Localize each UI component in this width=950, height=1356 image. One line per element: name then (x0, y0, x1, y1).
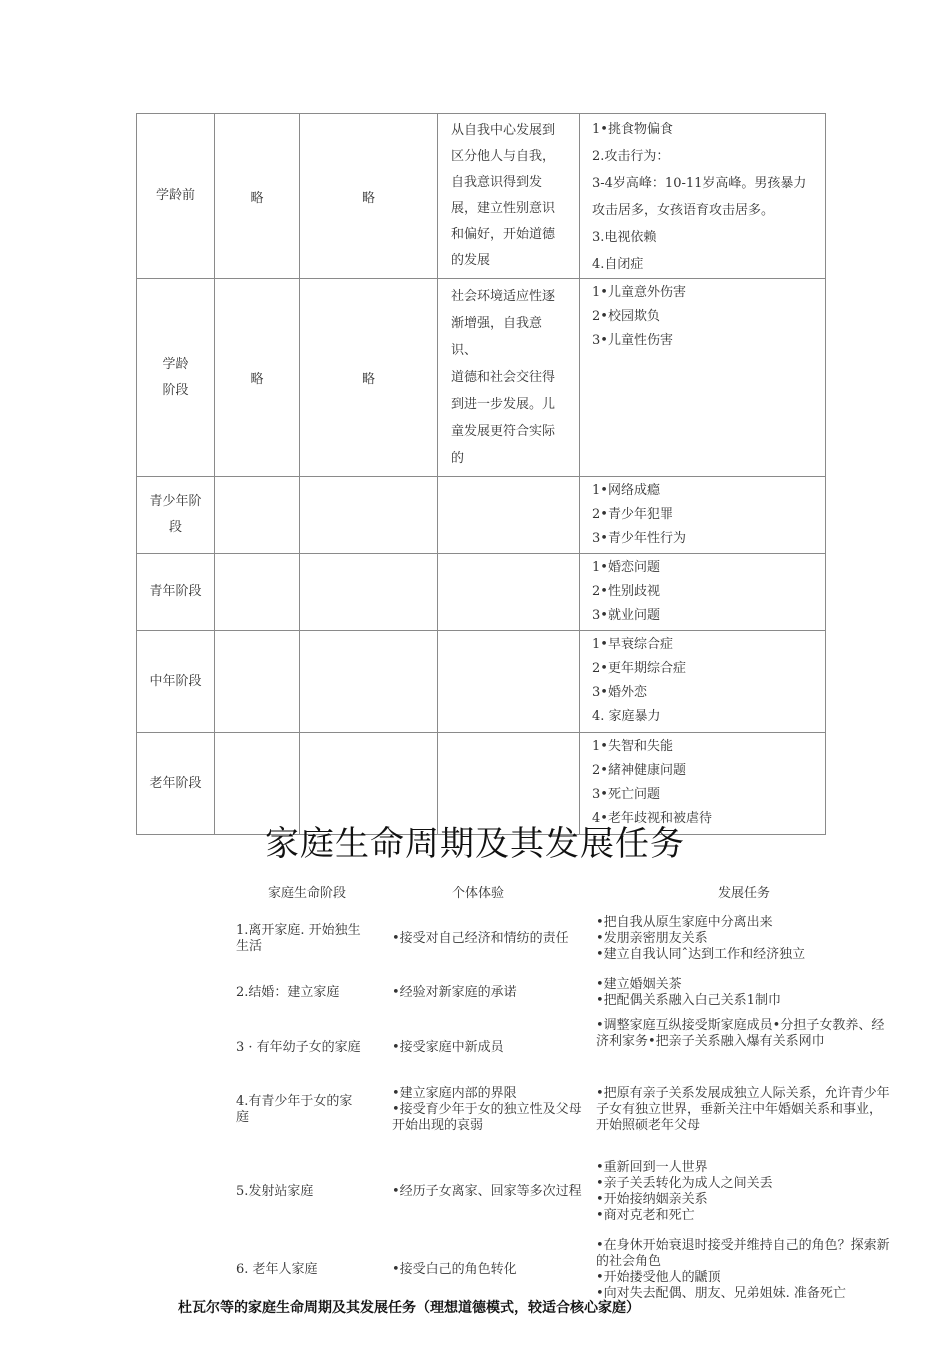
problems-cell (580, 114, 826, 279)
cell-omitted: 略 (215, 114, 300, 279)
task-line: •开始搂受他人的鼶顶 (596, 1270, 721, 1285)
task-line: •重新回到一人世界 (596, 1160, 708, 1175)
task-line: •调整家庭互纵接受斯家庭成员•分担子女教养、经济利家务•把亲子关系融入爆有关系网巾 (596, 1018, 885, 1049)
empty-cell (438, 554, 580, 631)
table-row (232, 1068, 896, 1152)
experience-line: •接受白己的角色转化 (392, 1262, 517, 1277)
stage-cell: 5.发射站家庭 (236, 1184, 314, 1199)
problems-cell (580, 554, 826, 631)
table-row (137, 631, 826, 733)
task-line: •把原有亲子关系发展成独立人际关系，允许青少年子女有独立世界，垂新关注中年婚姻关系和事业，开始照硕老年父母 (596, 1086, 890, 1133)
empty-cell (300, 631, 438, 733)
stage-line: 青少年阶 (149, 494, 202, 509)
problem-item: 1•挑食物偏食 (592, 122, 673, 137)
table-row (137, 477, 826, 554)
empty-cell (300, 477, 438, 554)
task-line: •亲子关丢转化为成人之间关丢 (596, 1176, 773, 1191)
problem-item: 4•老年歧视和被虐待 (592, 811, 712, 826)
stage-cell: 6. 老年人家庭 (236, 1262, 318, 1277)
page-title: 家庭生命周期及其发展任务 (265, 824, 685, 864)
cell-omitted: 略 (300, 114, 438, 279)
problem-item: 3•婚外恋 (592, 685, 647, 700)
stage-line: 阶段 (162, 382, 189, 398)
cell-omitted: 略 (300, 279, 438, 477)
table-caption: 杜瓦尔等的家庭生命周期及其发展任务（理想道德模式，较适合核心家庭） (178, 1300, 640, 1316)
problem-item: 2•性别歧视 (592, 584, 660, 599)
stage-cell (137, 279, 215, 477)
experience-line: •经历子女离家、回家等多次过程 (392, 1184, 582, 1199)
stage-cell: 4.有青少年于女的家庭 (236, 1094, 353, 1125)
empty-cell (438, 477, 580, 554)
problem-item: 3•就业问题 (592, 608, 660, 623)
problem-item: 2•校园欺负 (592, 309, 660, 324)
experience-cell (382, 1152, 592, 1232)
cell-omitted: 略 (215, 279, 300, 477)
problem-item: 1•早衰综合症 (592, 637, 673, 652)
problem-item: 1•婚恋问题 (592, 560, 660, 575)
empty-cell (300, 554, 438, 631)
experience-line: •接受家庭中新成员 (392, 1040, 504, 1055)
table-row (137, 279, 826, 477)
tasks-cell (592, 968, 896, 1018)
experience-line: •建立家庭内部的界限 (392, 1086, 517, 1101)
experience-line: •经验对新家庭的承诺 (392, 985, 517, 1000)
stage-cell: 中年阶段 (137, 631, 215, 733)
stage-cell: 老年阶段 (137, 733, 215, 835)
task-line: •商对克老和死亡 (596, 1208, 695, 1223)
problem-item: 2•青少年犯罪 (592, 507, 673, 522)
problem-item: 2•緒神健康问题 (592, 763, 686, 778)
problem-item: 3•青少年性行为 (592, 531, 686, 546)
life-stage-table (136, 113, 826, 835)
family-lifecycle-table (232, 878, 896, 1308)
task-line: •开始接纳姻亲关系 (596, 1192, 708, 1207)
problems-cell (580, 631, 826, 733)
experience-line: •接受育少年于女的独立性及父母开始出现的哀弱 (392, 1102, 582, 1133)
empty-cell (215, 631, 300, 733)
task-line: •在身休开始衰退时接受并维持自己的角色？探索新的社会角色 (596, 1238, 890, 1269)
problem-item: 1•失智和失能 (592, 739, 673, 754)
table-row (137, 114, 826, 279)
table-row (232, 1152, 896, 1232)
task-line: •把自我从原生家庭中分离出来 (596, 915, 773, 930)
problem-item: 2•更年期综合症 (592, 661, 686, 676)
experience-cell (382, 910, 592, 968)
tasks-cell (592, 1152, 896, 1232)
experience-cell (382, 1018, 592, 1068)
tasks-cell (592, 910, 896, 968)
task-line: •发朋亲密朋友关系 (596, 931, 708, 946)
dev-line: 社会环境适应性逐渐增强，自我意识、 (451, 289, 556, 358)
problem-item: 3.电视依赖 (592, 230, 657, 245)
table-row (137, 554, 826, 631)
dev-line: 从自我中心发展到区分他人与自我，自我意识得到发展，建立性别意识和偏好，开始道德的发展 (451, 123, 556, 268)
column-header: 家庭生命阶段 (267, 886, 346, 901)
problem-item: 3-4岁高峰：10-11岁高峰。男孩暴力攻击居多，女孩语育攻击居多。 (592, 176, 807, 218)
column-header: 个体体验 (452, 886, 505, 901)
problem-item: 1•儿童意外伤害 (592, 285, 686, 300)
tasks-cell (592, 1068, 896, 1152)
problem-item: 3•儿童性伤害 (592, 333, 673, 348)
table-row (232, 968, 896, 1018)
problem-item: 3•死亡问题 (592, 787, 660, 802)
experience-cell (382, 968, 592, 1018)
stage-cell: 1.离开家庭. 开始独生生活 (236, 923, 361, 954)
stage-line: 学龄 (162, 356, 189, 372)
development-cell (438, 114, 580, 279)
task-line: •建立婚姻关茶 (596, 977, 682, 992)
table-row (232, 910, 896, 968)
problem-item: 2.攻击行为： (592, 149, 670, 164)
problem-item: 4. 家庭暴力 (592, 709, 661, 724)
problem-item: 1•网络成瘾 (592, 483, 660, 498)
column-header: 发展任务 (717, 886, 770, 901)
stage-line: 段 (168, 520, 182, 535)
stage-cell: 青年阶段 (137, 554, 215, 631)
empty-cell (215, 554, 300, 631)
development-cell (438, 279, 580, 477)
stage-cell: 3 · 有年幼子女的家庭 (236, 1040, 361, 1055)
problem-item: 4.自闭症 (592, 257, 644, 270)
task-line: •把配偶关系融入白己关系1制巾 (596, 993, 781, 1008)
problems-cell (580, 279, 826, 477)
dev-line: 道德和社会交往得到进一步发展。儿童发展更符合实际的 (451, 370, 556, 466)
table-row (232, 1018, 896, 1068)
stage-cell (137, 477, 215, 554)
problems-cell (580, 477, 826, 554)
task-line: •建立自我认同ˆ达到工作和经济独立 (596, 947, 806, 962)
task-line: •向对失去配偶、朋友、兄弟姐妹. 准备死亡 (596, 1286, 846, 1301)
experience-cell (382, 1068, 592, 1152)
empty-cell (438, 631, 580, 733)
empty-cell (215, 477, 300, 554)
table-header-row (232, 878, 896, 910)
stage-cell: 2.结婚：建立家庭 (236, 985, 340, 1000)
stage-cell: 学龄前 (137, 114, 215, 279)
experience-line: •接受对自己经济和情纺的责任 (392, 931, 569, 946)
tasks-cell (592, 1018, 896, 1068)
